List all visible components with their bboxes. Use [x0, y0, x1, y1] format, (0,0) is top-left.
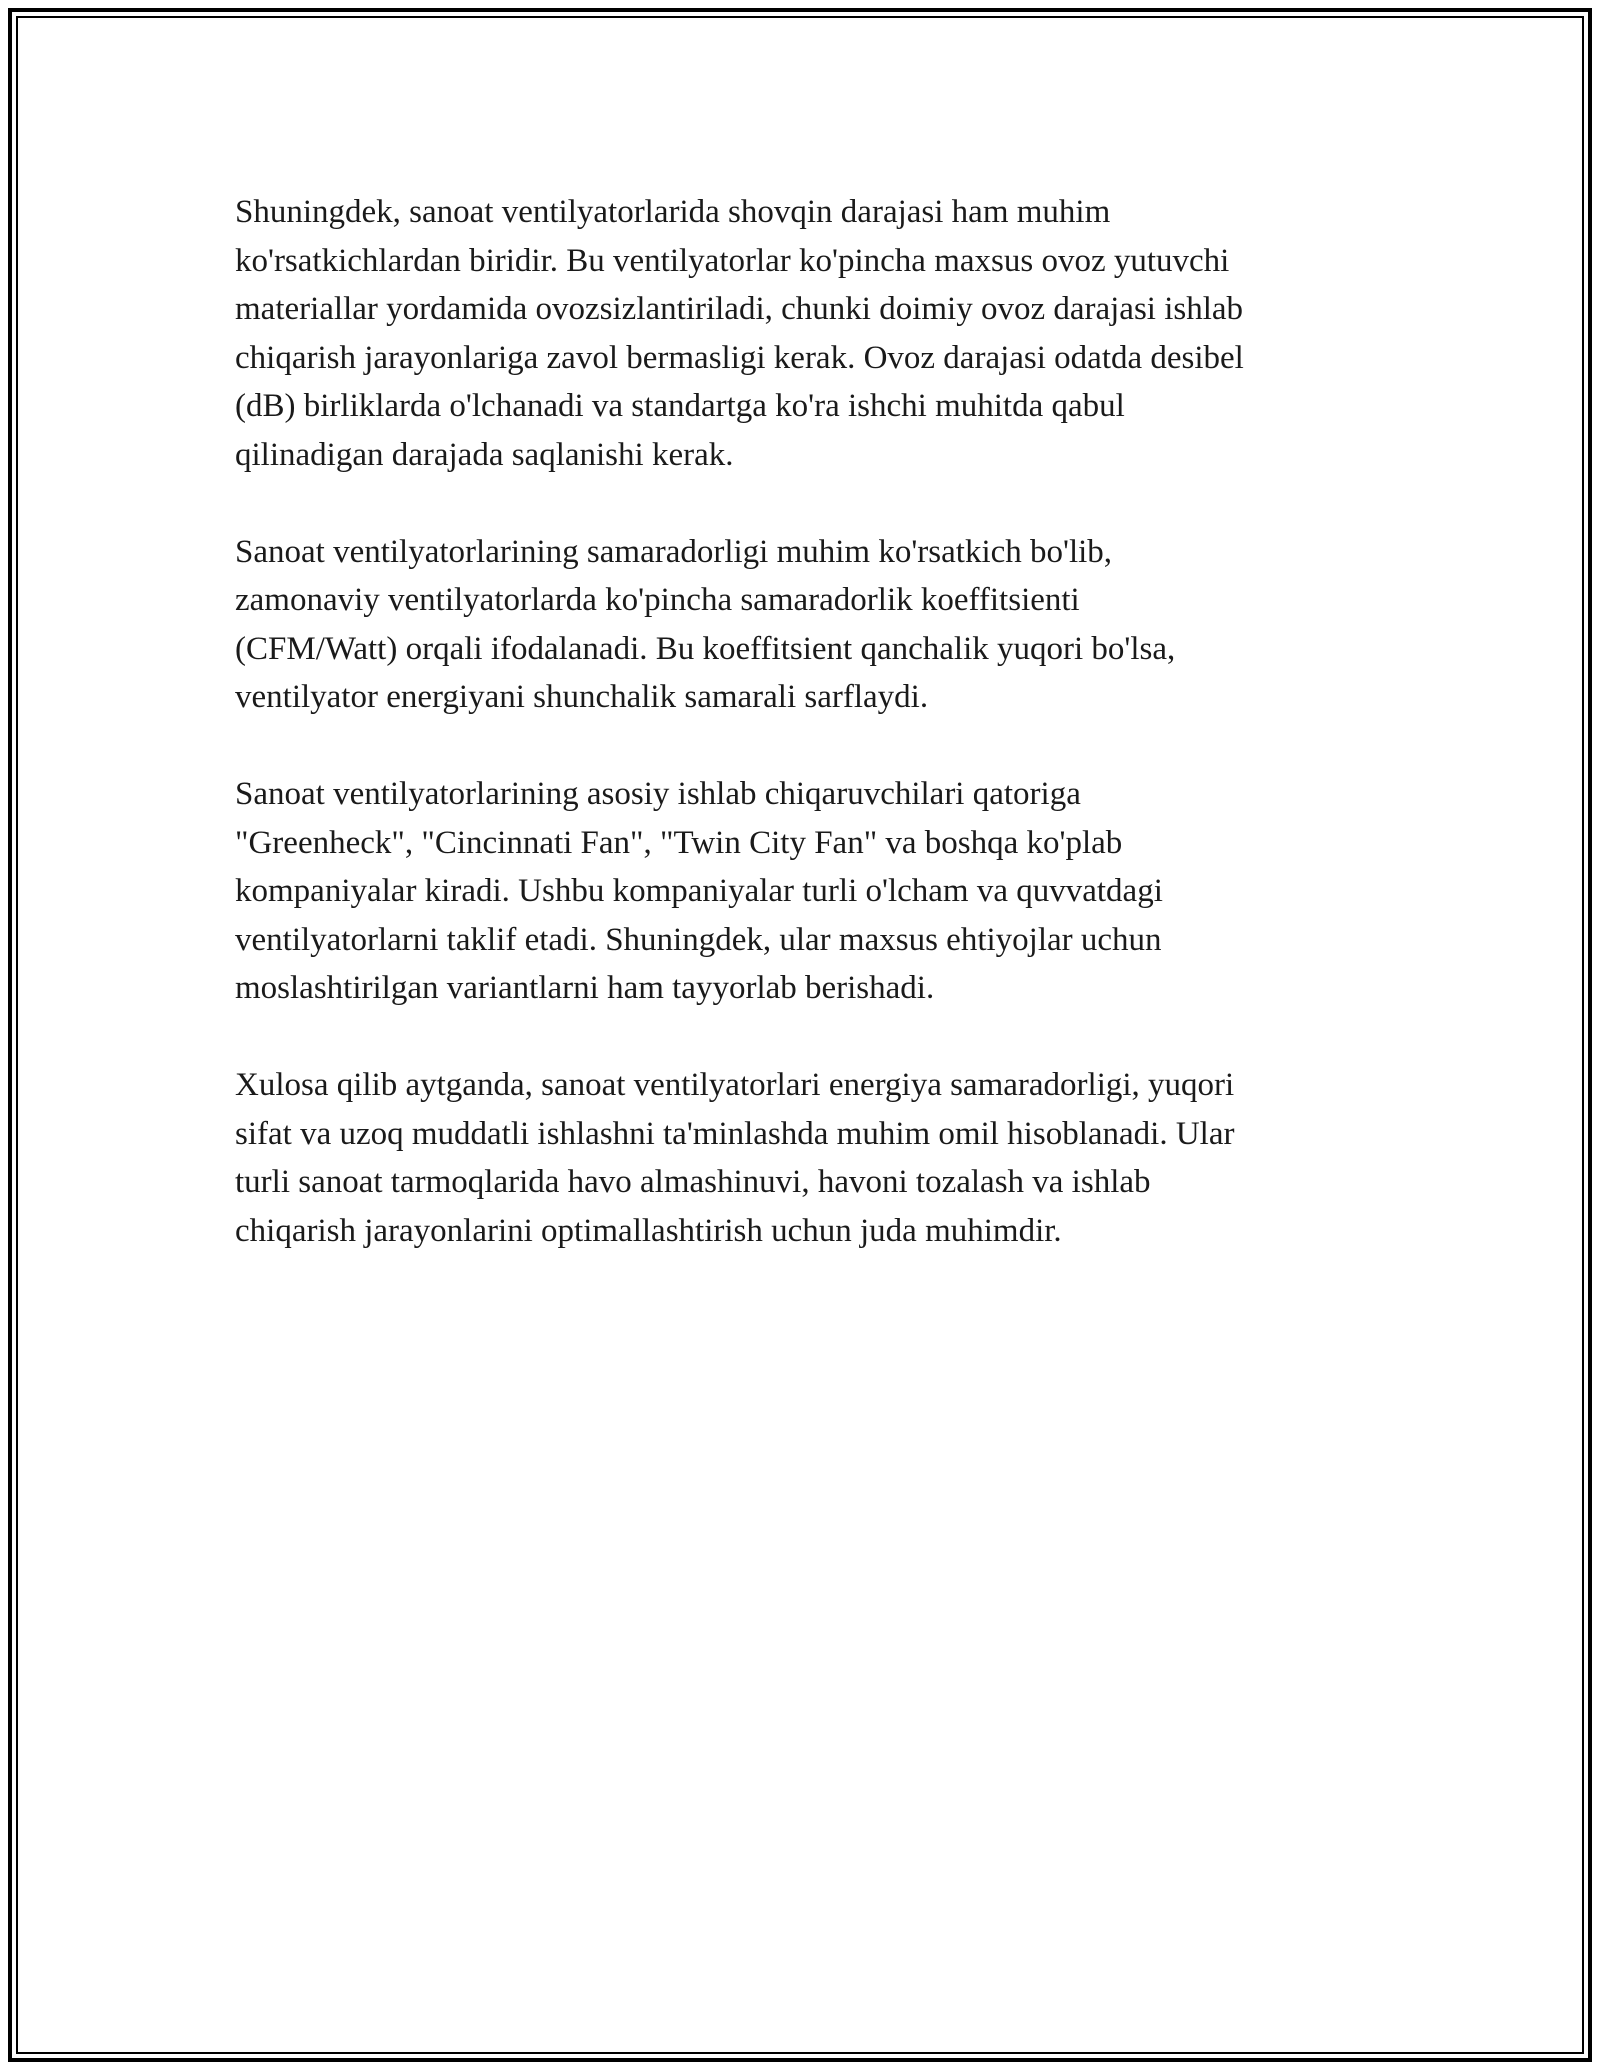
- text-line: (CFM/Watt) orqali ifodalanadi. Bu koeffitsient qanchalik yuqori bo'lsa,: [235, 630, 1176, 667]
- text-line: qilinadigan darajada saqlanishi kerak.: [235, 436, 734, 473]
- text-line: kompaniyalar kiradi. Ushbu kompaniyalar turli o'lcham va quvvatdagi: [235, 873, 1163, 909]
- text-line: materiallar yordamida ovozsizlantiriladi, chunki doimiy ovoz darajasi ishlab: [235, 291, 1244, 327]
- text-line: turli sanoat tarmoqlarida havo almashinuvi, havoni tozalash va ishlab: [235, 1164, 1151, 1200]
- text-line: (dB) birliklarda o'lchanadi va standartga ko'ra ishchi muhitda qabul: [235, 388, 1125, 424]
- paragraph-conclusion: [235, 1061, 1365, 1255]
- text-line: chiqarish jarayonlariga zavol bermasligi kerak. Ovoz darajasi odatda desibel: [235, 339, 1244, 376]
- text-line: ventilyatorlarni taklif etadi. Shuningdek, ular maxsus ehtiyojlar uchun: [235, 921, 1162, 958]
- text-line: zamonaviy ventilyatorlarda ko'pincha samaradorlik koeffitsienti: [235, 582, 1080, 618]
- text-line: ventilyator energiyani shunchalik samarali sarflaydi.: [235, 679, 929, 715]
- paragraph-efficiency: [235, 528, 1365, 722]
- paragraph-manufacturers: [235, 770, 1365, 1013]
- text-line: sifat va uzoq muddatli ishlashni ta'minlashda muhim omil hisoblanadi. Ular: [235, 1115, 1235, 1152]
- paragraph-noise-level: [235, 188, 1365, 479]
- text-line: ko'rsatkichlardan biridir. Bu ventilyatorlar ko'pincha maxsus ovoz yutuvchi: [235, 242, 1230, 279]
- text-line: Shuningdek, sanoat ventilyatorlarida shovqin darajasi ham muhim: [235, 194, 1111, 230]
- text-line: Sanoat ventilyatorlarining asosiy ishlab chiqaruvchilari qatoriga: [235, 776, 1081, 812]
- text-line: chiqarish jarayonlarini optimallashtirish uchun juda muhimdir.: [235, 1212, 1062, 1249]
- text-line: moslashtirilgan variantlarni ham tayyorlab berishadi.: [235, 970, 935, 1006]
- text-line: "Greenheck", "Cincinnati Fan", "Twin City Fan" va boshqa ko'plab: [235, 824, 1123, 861]
- document-body: [235, 188, 1365, 1304]
- text-line: Sanoat ventilyatorlarining samaradorligi muhim ko'rsatkich bo'lib,: [235, 533, 1113, 570]
- text-line: Xulosa qilib aytganda, sanoat ventilyatorlari energiya samaradorligi, yuqori: [235, 1067, 1235, 1103]
